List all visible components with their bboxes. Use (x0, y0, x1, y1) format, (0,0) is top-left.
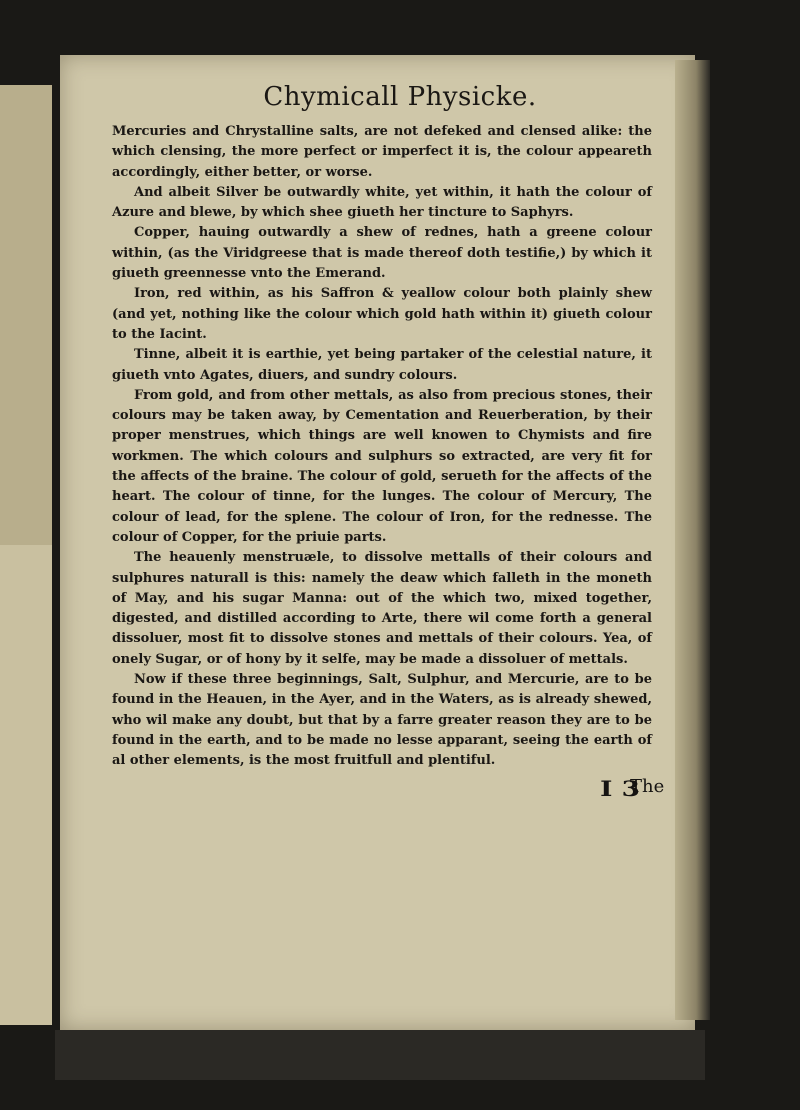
paragraph: Mercuries and Chrystalline salts, are not defeked and clensed alike: the which clensing, the more perfect or imperfect it is, the colour appeareth accordingly, either better, or worse. (112, 124, 652, 180)
body-text (112, 122, 652, 772)
paragraph: And albeit Silver be outwardly white, yet within, it hath the colour of Azure and blewe, by which shee giueth her tincture to Saphyrs. (112, 184, 652, 221)
page-fore-edge (675, 60, 710, 1020)
paragraph: The heauenly menstruæle, to dissolve mettalls of their colours and sulphures naturall is this: namely the deaw which falleth in the moneth of May, and his sugar Manna: out of the which two, mixed together, digested, and distilled according to Arte, there wil come forth a general dissoluer, most fit to dissolve stones and mettals of their colours. Yea, of onely Sugar, or of hony by it selfe, may be made a dissoluer of mettals. (112, 550, 652, 667)
facing-page-edge (0, 85, 52, 545)
paragraph: Now if these three beginnings, Salt, Sulphur, and Mercurie, are to be found in the Heauen, in the Ayer, and in the Waters, as is already shewed, who wil make any doubt, but that by a farre greater reason they are to be found in the earth, and to be made no lesse apparant, seeing the earth of al other elements, is the most fruitfull and plentiful. (112, 672, 652, 769)
scan-bottom-shadow (55, 1030, 705, 1080)
paragraph: Copper, hauing outwardly a shew of rednes, hath a greene colour within, (as the Viridgreese that is made thereof doth testifie,) by which it giueth greennesse vnto the Emerand. (112, 225, 652, 282)
running-head: Chymicall Physicke. (263, 82, 537, 112)
paragraph: Iron, red within, as his Saffron & yeallow colour both plainly shew (and yet, nothing like the colour which gold hath within it) giueth colour to the Iacint. (112, 286, 652, 342)
catchword: The (630, 776, 665, 797)
page-number: I 3 (600, 776, 640, 801)
paragraph: Tinne, albeit it is earthie, yet being partaker of the celestial nature, it giueth vnto Agates, diuers, and sundry colours. (112, 347, 652, 383)
facing-page-edge-lower (0, 545, 52, 1025)
paragraph: From gold, and from other mettals, as also from precious stones, their colours may be taken away, by Cementation and Reuerberation, by their proper menstrues, which things are well knowen to Chymists and fire workmen. The which colours and sulphurs so extracted, are very fit for the affects of the braine. The colour of gold, serueth for the affects of the heart. The colour of tinne, for the lunges. The colour of Mercury, The colour of lead, for the splene. The colour of Iron, for the rednesse. The colour of Copper, for the priuie parts. (112, 387, 652, 545)
